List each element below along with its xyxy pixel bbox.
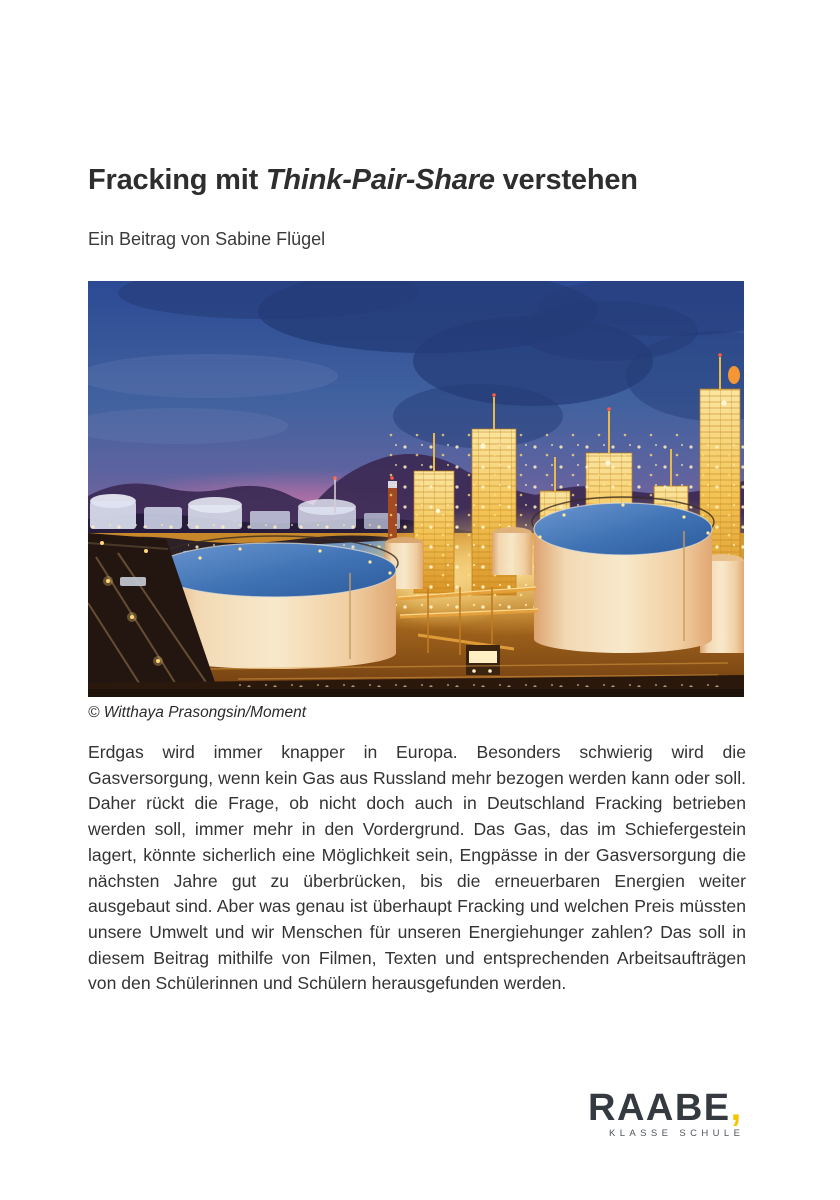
- refinery-photo-illustration: [88, 281, 744, 697]
- logo-tagline: KLASSE SCHULE: [609, 1128, 745, 1139]
- logo-brand-text: RAABE: [588, 1087, 731, 1129]
- photo-credit: © Witthaya Prasongsin/Moment: [88, 704, 307, 721]
- body-paragraph: Erdgas wird immer knapper in Europa. Besonders schwierig wird die Gasversorgung, wenn kein Gas aus Russland mehr bezogen werden kann oder soll. Daher rückt die Frage, ob nicht doch auch in Deutschland Fracking betrieben werden soll, immer mehr in den Vordergrund. Das Gas, das im Schiefergestein lagert, könnte sicherlich eine Möglichkeit sein, Engpässe in der Gasversorgung die nächsten Jahre gut zu überbrücken, bis die erneuerbaren Energien weiter ausgebaut sind. Aber was genau ist überhaupt Fracking und welchen Preis müssten unsere Umwelt und wir Menschen für unseren Energiehunger zahlen? Das soll in diesem Beitrag mithilfe von Filmen, Texten und entsprechenden Arbeitsaufträgen von den Schülerinnen und Schülern herausgefunden werden.: [88, 742, 746, 994]
- title-italic: Think-Pair-Share: [265, 164, 495, 196]
- title-suffix: verstehen: [494, 164, 638, 196]
- logo-comma-accent: ,: [730, 1087, 742, 1129]
- byline: Ein Beitrag von Sabine Flügel: [88, 229, 326, 249]
- page-title: [88, 164, 748, 197]
- logo-brand: [588, 1089, 748, 1127]
- title-prefix: Fracking mit: [88, 164, 266, 196]
- raabe-logo: [588, 1089, 748, 1139]
- article-photo: [88, 281, 744, 697]
